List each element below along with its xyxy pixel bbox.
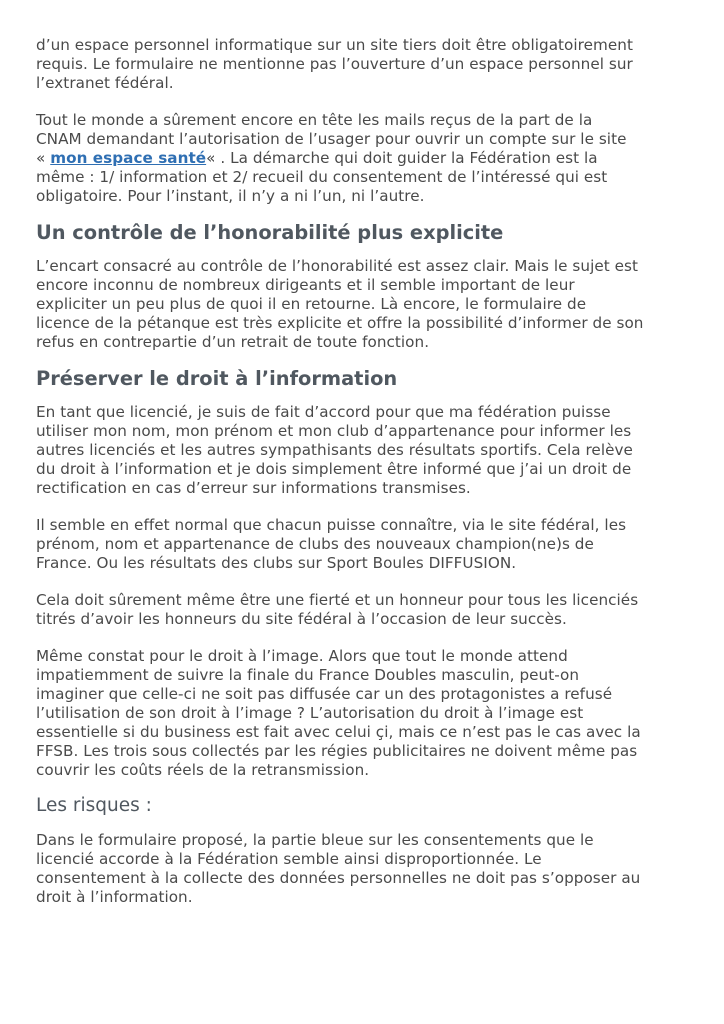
text-line: imaginer que celle-ci ne soit pas diffusée car un des protagonistes a refusé (36, 685, 613, 703)
paragraph-gap (36, 93, 694, 111)
paragraph-cnam (36, 111, 694, 206)
text-line: encore inconnu de nombreux dirigeants et il semble important de leur (36, 276, 575, 294)
paragraph-gap (36, 629, 694, 647)
paragraph-fierte (36, 591, 694, 629)
text-line: licence de la pétanque est très explicite et offre la possibilité d’informer de son (36, 314, 644, 332)
paragraph-licencie (36, 403, 694, 498)
paragraph-droit-image (36, 647, 694, 780)
text-line: titrés d’avoir les honneurs du site fédéral à l’occasion de leur succès. (36, 610, 567, 628)
text-line: consentement à la collecte des données personnelles ne doit pas s’opposer au (36, 869, 641, 887)
text-line: rectification en cas d’erreur sur informations transmises. (36, 479, 471, 497)
text-line: prénom, nom et appartenance de clubs des nouveaux champion(ne)s de (36, 535, 594, 553)
paragraph-gap (36, 498, 694, 516)
heading-droit-information: Préserver le droit à l’information (36, 367, 398, 390)
text-line: Tout le monde a sûrement encore en tête les mails reçus de la part de la (36, 111, 593, 129)
section-gap (36, 818, 694, 831)
text-line: Même constat pour le droit à l’image. Alors que tout le monde attend (36, 647, 568, 665)
text-line: refus en contrepartie d’un retrait de toute fonction. (36, 333, 430, 351)
text-line: France. Ou les résultats des clubs sur Sport Boules DIFFUSION. (36, 554, 517, 572)
text-line: CNAM demandant l’autorisation de l’usager pour ouvrir un compte sur le site (36, 130, 627, 148)
quote-open: « (36, 149, 51, 167)
text-line: Il semble en effet normal que chacun puisse connaître, via le site fédéral, les (36, 516, 627, 534)
text-after-link: « . La démarche qui doit guider la Fédération est la (206, 149, 598, 167)
text-line: du droit à l’information et je dois simplement être informé que j’ai un droit de (36, 460, 632, 478)
section-gap (36, 206, 694, 221)
text-line: requis. Le formulaire ne mentionne pas l’ouverture d’un espace personnel sur (36, 55, 633, 73)
text-line: même : 1/ information et 2/ recueil du consentement de l’intéressé qui est (36, 168, 608, 186)
text-line: Dans le formulaire proposé, la partie bleue sur les consentements que le (36, 831, 594, 849)
paragraph-espace-personnel (36, 36, 694, 93)
text-line: autres licenciés et les autres sympathisants des résultats sportifs. Cela relève (36, 441, 633, 459)
text-line: impatiemment de suivre la finale du France Doubles masculin, peut-on (36, 666, 580, 684)
text-line: obligatoire. Pour l’instant, il n’y a ni l’un, ni l’autre. (36, 187, 425, 205)
text-line: L’encart consacré au contrôle de l’honorabilité est assez clair. Mais le sujet est (36, 257, 638, 275)
text-line: l’utilisation de son droit à l’image ? L’autorisation du droit à l’image est (36, 704, 584, 722)
text-line: Cela doit sûrement même être une fierté et un honneur pour tous les licenciés (36, 591, 639, 609)
text-line-with-link (36, 149, 694, 168)
heading-honorabilite: Un contrôle de l’honorabilité plus explicite (36, 221, 504, 244)
text-line: expliciter un peu plus de quoi il en retourne. Là encore, le formulaire de (36, 295, 587, 313)
paragraph-gap (36, 573, 694, 591)
text-line: droit à l’information. (36, 888, 193, 906)
paragraph-site-federal (36, 516, 694, 573)
text-line: utiliser mon nom, mon prénom et mon club d’appartenance pour informer les (36, 422, 632, 440)
paragraph-honorabilite (36, 257, 694, 352)
section-gap (36, 780, 694, 794)
text-line: d’un espace personnel informatique sur un site tiers doit être obligatoirement (36, 36, 633, 54)
section-gap (36, 245, 694, 257)
text-line: essentielle si du business est fait avec celui çi, mais ce n’est pas le cas avec la (36, 723, 641, 741)
text-line: En tant que licencié, je suis de fait d’accord pour que ma fédération puisse (36, 403, 611, 421)
section-gap (36, 352, 694, 367)
paragraph-formulaire (36, 831, 694, 907)
section-gap (36, 391, 694, 403)
text-line: l’extranet fédéral. (36, 74, 174, 92)
text-line: licencié accorde à la Fédération semble ainsi disproportionnée. Le (36, 850, 542, 868)
mon-espace-sante-link[interactable]: mon espace santé (50, 149, 207, 167)
heading-risques: Les risques : (36, 795, 152, 816)
text-line: FFSB. Les trois sous collectés par les régies publicitaires ne doivent même pas (36, 742, 638, 760)
text-line: couvrir les coûts réels de la retransmission. (36, 761, 370, 779)
